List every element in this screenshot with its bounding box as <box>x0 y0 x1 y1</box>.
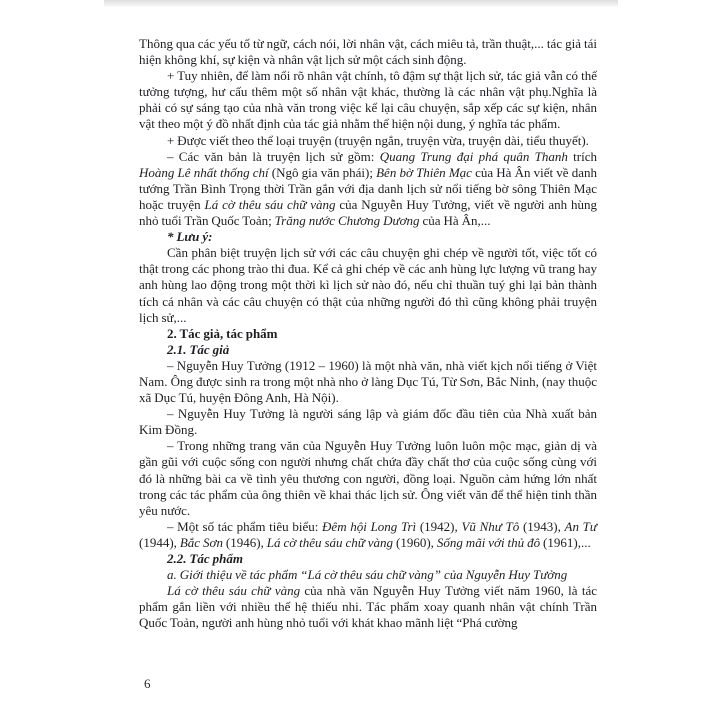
text-run: + Được viết theo thể loại truyện (truyện ngắn, truyện vừa, truyện dài, tiểu thuyết). <box>167 132 589 148</box>
text-run: 2. Tác giả, tác phẩm <box>167 325 278 341</box>
text-run: Thông qua các yếu tố từ ngữ, cách nói, lời nhân vật, cách miêu tả, trần thuật,... tác giả tái hiện không khí, sự kiện và nhân vật lịch sử một cách sinh động. <box>139 36 597 68</box>
text-run: (1943), <box>519 518 565 534</box>
section-heading-tac-gia-tac-pham <box>139 326 597 342</box>
text-run: – Trong những trang văn của Nguyễn Huy Tưởng luôn luôn mộc mạc, giản dị và gần gũi với cuộc sống con người nhưng chất chứa đầy chất thơ của cuộc sống cùng với đó là những bài ca về tình yêu thương con người, đồng loại. Nguồn cảm hứng lớn nhất trong các tác phẩm của ông thiên về khai thác lịch sử. Ông viết văn để thể hiện tinh thần yêu nước. <box>139 438 597 518</box>
text-run: (1961),... <box>540 534 591 550</box>
text-run: (1944), <box>139 534 180 550</box>
text-run: – Nguyễn Huy Tưởng (1912 – 1960) là một nhà văn, nhà viết kịch nổi tiếng ở Việt Nam. Ông được sinh ra trong một nhà nho ở làng Dục Tú, Từ Sơn, Bắc Ninh, (nay thuộc xã Dục Tú, huyện Đông Anh, Hà Nội). <box>139 357 597 406</box>
text-run: của Hà Ân,... <box>419 213 491 229</box>
text-run: Cần phân biệt truyện lịch sử với các câu chuyện ghi chép về người tốt, việc tốt có thật trong các phong trào thi đua. Kể cả ghi chép về các anh hùng lực lượng vũ trang hay anh hùng lao động trong một thời kì lịch sử nào đó, nếu chỉ thuần tuý ghi lại bản thành tích cá nhân và các câu chuyện có thật của những người đó thì cũng không phải truyện lịch sử,... <box>139 245 597 325</box>
text-run: Lá cờ thêu sáu chữ vàng <box>266 534 394 550</box>
page-number: 6 <box>144 676 151 691</box>
text-run: An Tư <box>564 518 597 534</box>
text-run: của nhà văn Nguyễn Huy Tưởng viết năm 1960, là tác phẩm gắn liền với nhiều thế hệ thiếu nhi. Tác phẩm xoay quanh nhân vật chính Trần Quốc Toản, người anh hùng nhỏ tuổi với khát khao mãnh liệt “Phá cường <box>139 583 597 631</box>
paragraph-cac-van-ban <box>139 149 597 229</box>
paragraph-tac-pham-tieu-bieu <box>139 519 597 551</box>
text-run: – Một số tác phẩm tiêu biểu: <box>167 518 323 534</box>
paragraph-kim-dong <box>139 406 597 438</box>
text-run: Quang Trung đại phá quân Thanh <box>379 148 568 164</box>
paragraph-gioi-thieu-body <box>139 583 597 631</box>
text-run: Hoàng Lê nhất thống chí <box>139 164 269 180</box>
text-run: Lá cờ thêu sáu chữ vàng <box>204 196 336 212</box>
text-run: Sống mãi với thủ đô <box>436 534 541 550</box>
text-run: Bên bờ Thiên Mạc <box>376 164 472 180</box>
paragraph-phong-cach <box>139 438 597 518</box>
paragraph-tuy-nhien <box>139 68 597 132</box>
text-run: (1942), <box>416 518 462 534</box>
text-run: Bắc Sơn <box>179 534 223 550</box>
page-text <box>139 36 597 631</box>
paragraph-luu-y-body <box>139 245 597 325</box>
text-run: (Ngô gia văn phái); <box>268 164 377 180</box>
paragraph-the-loai <box>139 133 597 149</box>
text-run: của Hà Ân viết về danh tướng Trần Bình Trọng thời Trần gắn với địa danh lịch sử nổi tiếng bờ sông Thiên Mạc hoặc truyện <box>139 164 597 212</box>
note-heading <box>139 229 597 245</box>
paragraph-intro-continuation <box>139 36 597 68</box>
text-run: Đêm hội Long Trì <box>322 518 417 534</box>
text-run: Vũ Như Tô <box>461 518 520 534</box>
paragraph-tieu-su <box>139 358 597 406</box>
text-run: + Tuy nhiên, để làm nổi rõ nhân vật chính, tô đậm sự thật lịch sử, tác giả vẫn có thể tưởng tượng, hư cấu thêm một số nhân vật khác, thường là các nhân vật phụ.Nghĩa là phải có sự sáng tạo của nhà văn trong việc kể lại câu chuyện, sắp xếp các sự kiện, nhân vật theo một ý đồ nhất định của tác giả nhằm thể hiện nội dung, ý nghĩa tác phẩm. <box>139 68 597 132</box>
text-run: (1960), <box>393 534 437 550</box>
text-run: * Lưu ý: <box>167 229 213 245</box>
subsection-heading-tac-pham <box>139 551 597 567</box>
text-run: Lá cờ thêu sáu chữ vàng <box>167 583 301 599</box>
text-run: Trăng nước Chương Dương <box>274 213 420 229</box>
subsection-heading-gioi-thieu <box>139 567 597 583</box>
page-top-shadow <box>104 0 618 7</box>
text-run: 2.2. Tác phẩm <box>167 551 243 566</box>
text-run: a. Giới thiệu về tác phẩm “Lá cờ thêu sáu chữ vàng” của Nguyễn Huy Tưởng <box>167 567 568 583</box>
subsection-heading-tac-gia <box>139 342 597 358</box>
text-run: (1946), <box>222 534 267 550</box>
text-run: của Nguyễn Huy Tưởng, viết về người anh hùng nhỏ tuổi Trần Quốc Toản; <box>139 196 597 229</box>
text-run: 2.1. Tác giả <box>167 341 230 357</box>
text-run: – Nguyễn Huy Tưởng là người sáng lập và giám đốc đầu tiên của Nhà xuất bản Kim Đồng. <box>139 406 597 438</box>
text-run: trích <box>567 148 597 164</box>
text-run: – Các văn bản là truyện lịch sử gồm: <box>167 148 380 164</box>
